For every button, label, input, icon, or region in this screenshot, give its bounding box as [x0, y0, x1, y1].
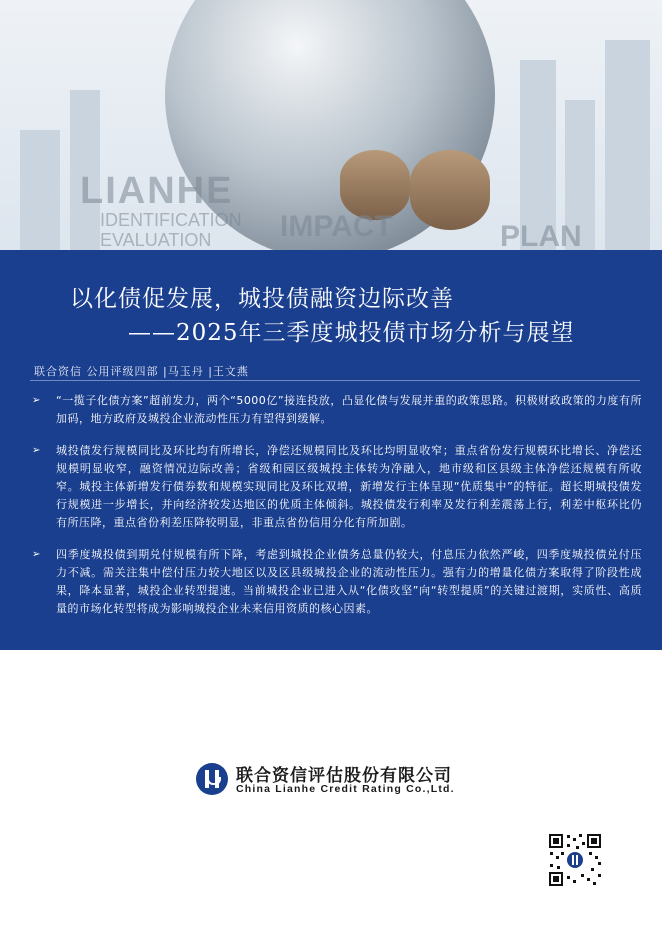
arrow-bullet-icon: ➢ [32, 549, 41, 560]
watermark-text: IMPACT [280, 210, 393, 243]
summary-text: 四季度城投债到期兑付规模有所下降，考虑到城投企业债务总量仍较大，付息压力依然严峻，四季度城投债兑付压力不减。需关注集中偿付压力较大地区以及区县级城投企业的流动性压力。强有力的增量化债方案取得了阶段性成果，降本显著，城投企业转型提速。当前城投企业已进入从“化债攻坚”向“转型提质”的关键过渡期，实质性、高质量的市场化转型将成为影响城投企业未来信用资质的核心因素。 [56, 548, 642, 615]
summary-item [30, 392, 642, 428]
summary-text: “一揽子化债方案”超前发力，两个“5000亿”接连投放，凸显化债与发展并重的政策思路。积极财政政策的力度有所加码，地方政府及城投企业流动性压力有望得到缓解。 [56, 394, 642, 425]
watermark-brand: LIANHE [80, 170, 234, 212]
coin-stack [410, 150, 490, 230]
cover-image [0, 0, 662, 250]
company-name-en: China Lianhe Credit Rating Co.,Ltd. [236, 783, 455, 795]
building [20, 130, 60, 250]
divider [30, 380, 640, 381]
summary-list [30, 392, 642, 632]
report-subtitle: ——2025年三季度城投债市场分析与展望 [128, 320, 575, 346]
watermark-text: PLAN [500, 220, 582, 250]
building [605, 40, 650, 250]
lianhe-logo-icon [196, 763, 228, 795]
arrow-bullet-icon: ➢ [32, 395, 41, 406]
summary-item [30, 442, 642, 532]
qr-code-icon[interactable] [547, 832, 603, 888]
author-line: 联合资信 公用评级四部 |马玉丹 |王文燕 [34, 365, 249, 378]
report-title: 以化债促发展，城投债融资边际改善 [70, 286, 454, 312]
summary-item [30, 546, 642, 618]
company-name-cn: 联合资信评估股份有限公司 [236, 766, 452, 786]
summary-text: 城投债发行规模同比及环比均有所增长，净偿还规模同比及环比均明显收窄；重点省份发行规模环比增长、净偿还规模明显收窄，融资情况边际改善；省级和园区级城投主体转为净融入，地市级和区县级主体净偿还规模有所收窄。城投主体新增发行债券数和规模实现同比及环比双增，新增发行主体呈现“优质集中”的特征。超长期城投债发行规模进一步增长，并向经济较发达地区的优质主体倾斜。城投债发行利率及发行利差震荡上行，利差中枢环比仍有所压降，重点省份利差压降较明显，非重点省份信用分化有所加剧。 [56, 444, 642, 529]
watermark-text: EVALUATION [100, 230, 212, 250]
arrow-bullet-icon: ➢ [32, 445, 41, 456]
watermark-text: IDENTIFICATION [100, 210, 242, 230]
